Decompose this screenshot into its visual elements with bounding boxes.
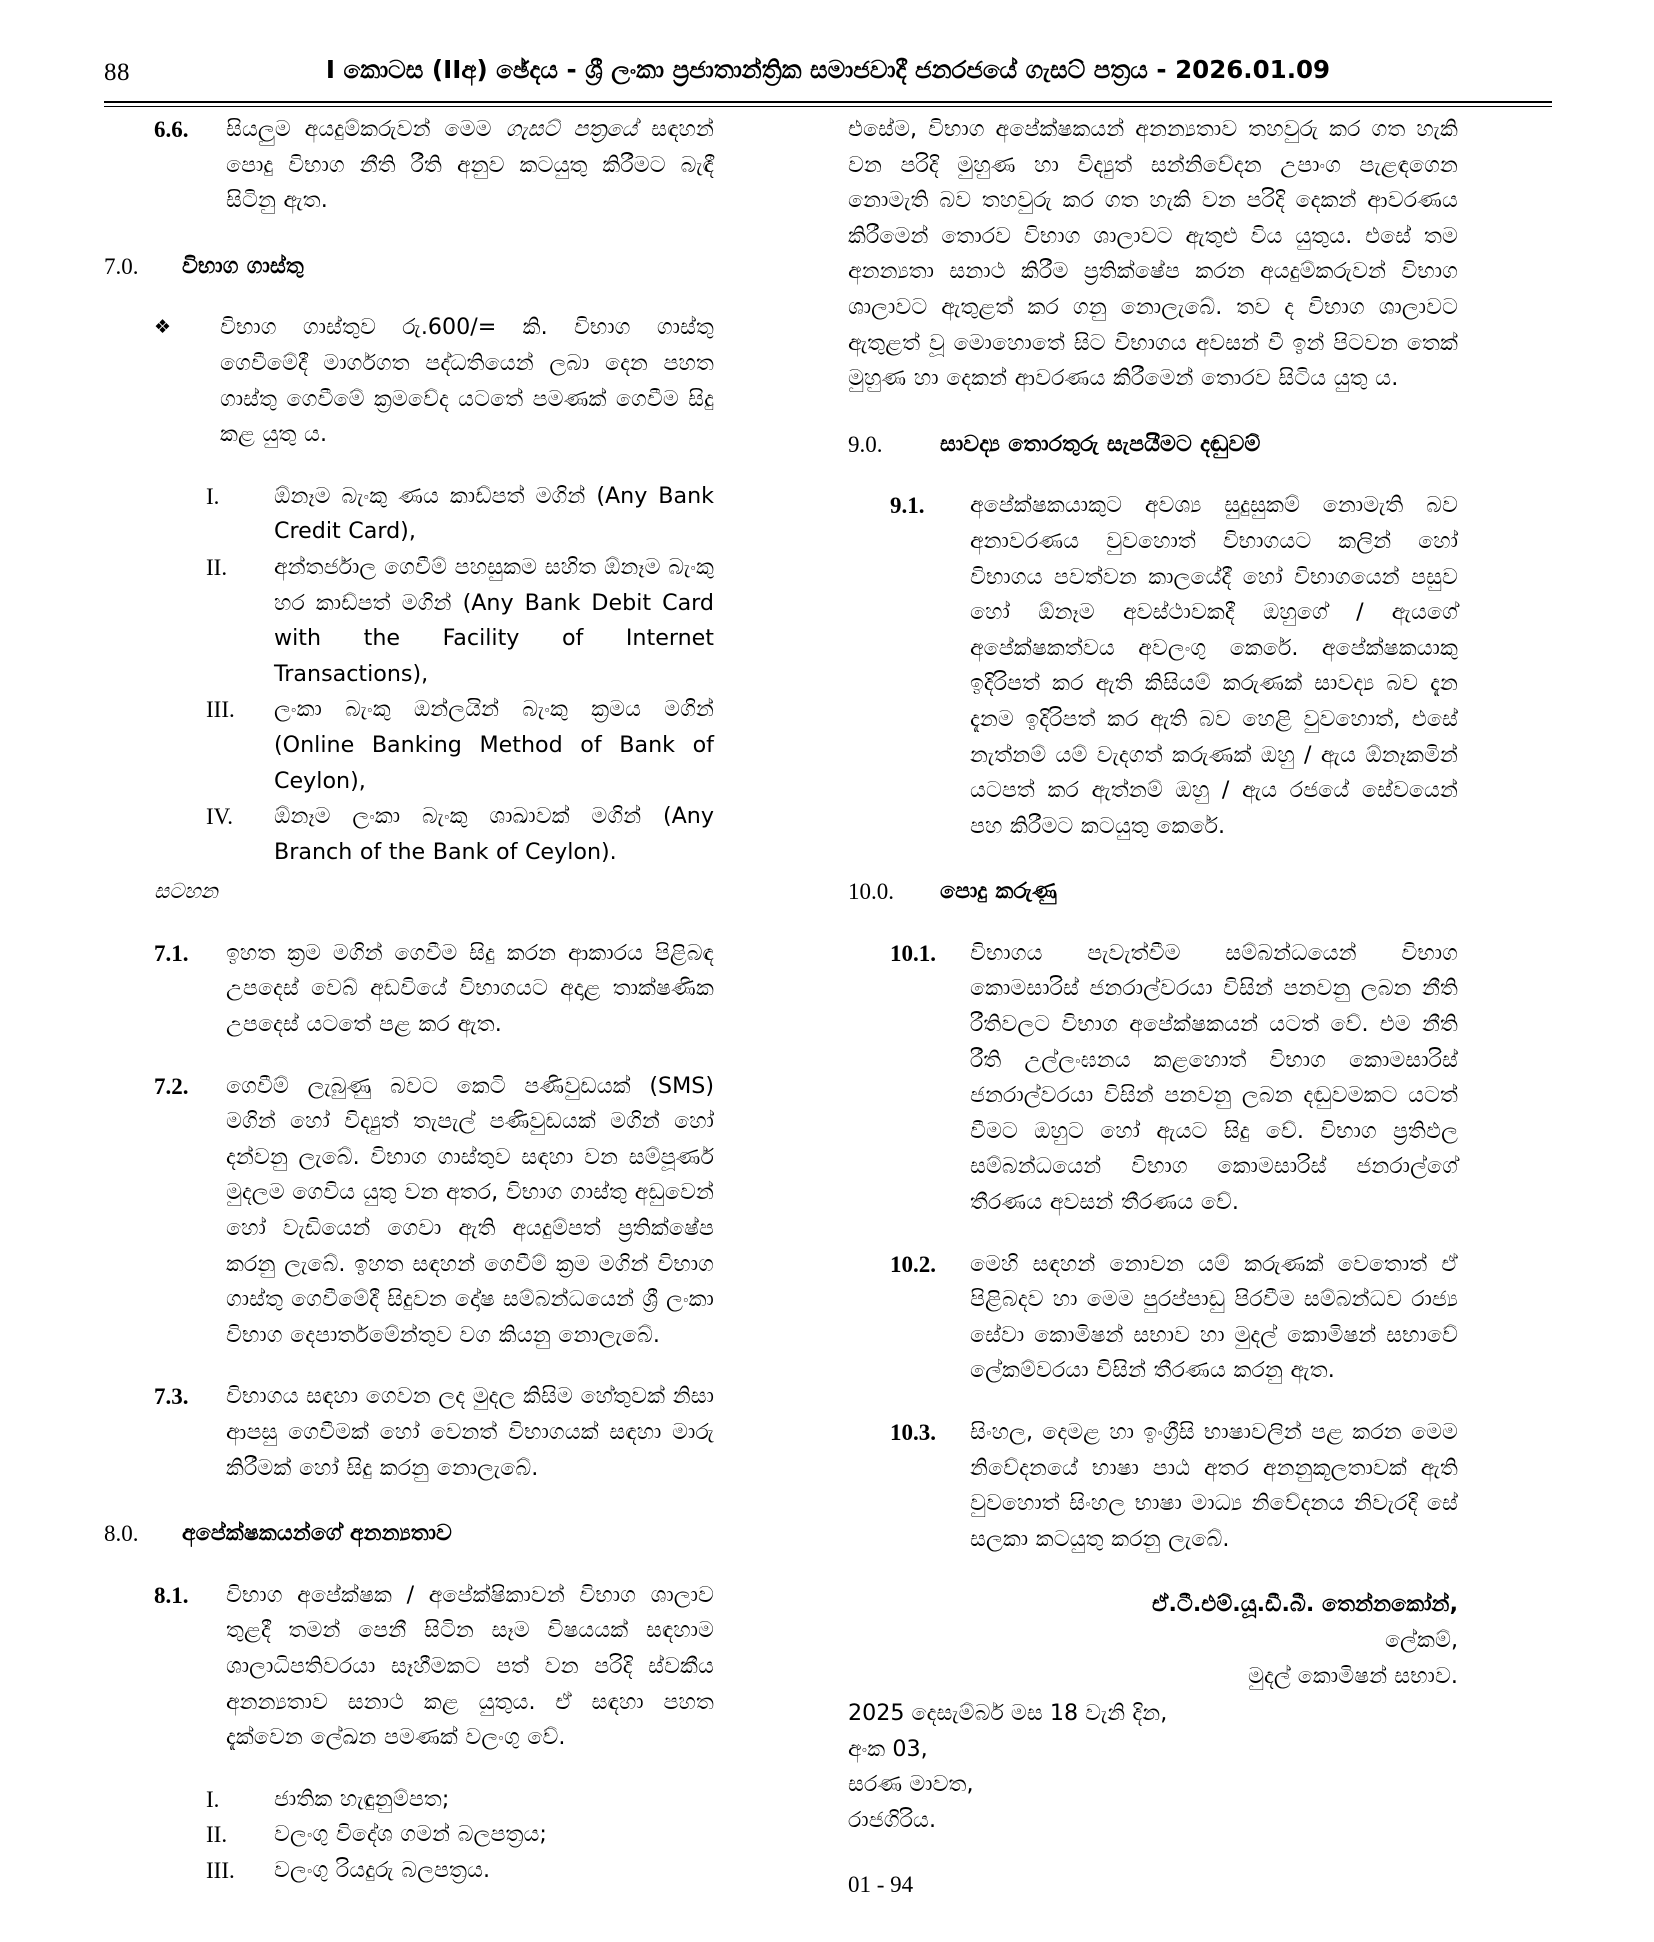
roman-marker: I. <box>206 1786 220 1812</box>
paragraph-text: විභාග අපේක්ෂක / අපේක්ෂිකාවන් විභාග ශාලාව තුළදී තමන් පෙනී සිටින සෑම විෂයයක් සඳහාම ශාලාධිපතිවරයා සෑහීමකට පත් වන පරිදි ස්වකීය අනන්‍යතාව සනාථ කළ යුතුය. ඒ සඳහා පහත දැක්වෙන ලේඛන පමණක් වලංගු වේ. <box>226 1581 714 1751</box>
signatory-organization: මුදල් කොමිෂන් සභාව. <box>1248 1662 1458 1689</box>
header-divider-rule <box>104 101 1552 107</box>
page-header <box>104 55 1552 95</box>
section-heading-9 <box>848 427 1458 463</box>
section-marker: 8.0. <box>104 1521 139 1547</box>
roman-marker: II. <box>206 554 228 580</box>
paragraph-marker: 10.3. <box>890 1420 936 1445</box>
paragraph-7-3 <box>104 1379 714 1486</box>
paragraph-6-6 <box>104 112 714 219</box>
section-marker: 10.0. <box>848 879 894 905</box>
floret-bullet-icon: ❖ <box>154 316 172 339</box>
payment-methods-list <box>206 479 714 871</box>
section-title: පොදු කරුණු <box>940 878 1057 905</box>
paragraph-text: ගෙවීම් ලැබුණු බවට කෙටි පණිවුඩයක් (SMS) මගින් හෝ විද්‍යුත් තැපැල් පණිවුඩයක් මගින් හෝ දන්වනු ලැබේ. විභාග ගාස්තුව සඳහා වන සම්පූර්ණ මුදලම ගෙවිය යුතු වන අතර, විභාග ගාස්තු අඩුවෙන් හෝ වැඩියෙන් ගෙවා ඇති අයදුම්පත් ප්‍රතික්ෂේප කරනු ලැබේ. ඉහත සඳහන් ගෙවීම් ක්‍රම මගින් විභාග ගාස්තු ගෙවීමේදී සිදුවන දෝෂ සම්බන්ධයෙන් ශ්‍රී ලංකා විභාග දෙපාර්තමේන්තුව වග කියනු නොලැබේ. <box>226 1072 714 1348</box>
roman-marker: III. <box>206 1857 235 1883</box>
signature-block <box>848 1587 1458 1694</box>
list-item-text: වලංගු විදේශ ගමන් බලපත්‍රය; <box>274 1821 547 1848</box>
paragraph-7-2 <box>104 1069 714 1354</box>
paragraph-8-1 <box>104 1578 714 1756</box>
section-title: සාවද්‍ය තොරතුරු සැපයීමට දඬුවම් <box>940 430 1261 457</box>
text-segment-2: සඳහන් පොදු විභාග නීති රීති අනුව කටයුතු කිරීමට බැඳී සිටිනු ඇත. <box>226 116 714 214</box>
paragraph-7-1 <box>104 936 714 1043</box>
address-line-number: අංක 03, <box>848 1735 928 1762</box>
roman-marker: I. <box>206 483 220 509</box>
paragraph-9-1 <box>848 488 1458 844</box>
paragraph-marker: 7.3. <box>154 1384 189 1410</box>
list-item-text: ඕනෑම බැංකු ණය කාඩ්පත් මගින් (Any Bank Credit Card), <box>274 482 714 545</box>
text-emphasis-gazette: ගැසට් පත්‍රයේ <box>505 116 638 142</box>
list-item-text: අන්තර්ජාල ගෙවීම් පහසුකම සහිත ඕනෑම බැංකු හර කාඩ්පත් මගින් (Any Bank Debit Card with the Facility of Internet Transactions), <box>274 553 714 687</box>
paragraph-text: සිංහල, දෙමළ හා ඉංග්‍රීසි භාෂාවලින් පළ කරන මෙම නිවේදනයේ භාෂා පාඨ අතර අනනුකූලතාවක් ඇති වුවහොත් සිංහල භාෂා මාධ්‍ය නිවේදනය නිවැරදි සේ සලකා කටයුතු කරනු ලැබේ. <box>970 1419 1458 1552</box>
roman-marker: III. <box>206 697 235 723</box>
identity-documents-list <box>206 1782 714 1889</box>
bullet-exam-fee <box>104 310 714 452</box>
address-block <box>848 1696 1458 1838</box>
address-line-date: 2025 දෙසැම්බර් මස 18 වැනි දින, <box>848 1700 1168 1727</box>
bullet-text: විභාග ගාස්තුව රු.600/= කි. විභාග ගාස්තු ගෙවීමේදී මාර්ගගත පද්ධතියෙන් ලබා දෙන පහත ගාස්තු ගෙවීමේ ක්‍රමවේද යටතේ පමණක් ගෙවීම සිදු කළ යුතු ය. <box>220 314 714 448</box>
paragraph-10-1 <box>848 936 1458 1221</box>
footer-document-code: 01 - 94 <box>848 1871 914 1897</box>
paragraph-10-3 <box>848 1415 1458 1557</box>
list-item-text: ලංකා බැංකු ඔන්ලයින් බැංකු ක්‍රමය මගින් (Online Banking Method of Bank of Ceylon), <box>274 696 714 794</box>
section-heading-7 <box>104 249 714 285</box>
section-title: අපේක්ෂකයන්ගේ අනන්‍යතාව <box>182 1520 453 1547</box>
text-segment-1: සියලුම අයදුම්කරුවන් මෙම <box>226 116 506 142</box>
list-item <box>206 1853 714 1889</box>
paragraph-marker: 8.1. <box>154 1582 189 1608</box>
paragraph-text <box>226 112 714 219</box>
left-column <box>104 112 714 1889</box>
paragraph-text: විභාගය පැවැත්වීම සම්බන්ධයෙන් විභාග කොමසාරිස් ජනරාල්වරයා විසින් පනවනු ලබන නීති රීතිවලට විභාග අපේක්ෂකයන් යටත් වේ. එම නීති රීති උල්ලංඝනය කළහොත් විභාග කොමසාරිස් ජනරාල්වරයා විසින් පනවනු ලබන දඬුවමකට යටත් වීමට ඔහුට හෝ ඇයට සිදු වේ. විභාග ප්‍රතිඵල සම්බන්ධයෙන් විභාග කොමසාරිස් ජනරාල්ගේ තීරණය අවසන් තීරණය වේ. <box>970 939 1458 1216</box>
section-heading-8 <box>104 1516 714 1552</box>
paragraph-marker: 7.1. <box>154 940 189 966</box>
gazette-title: I කොටස (IIඅ) ඡේදය - ශ්‍රී ලංකා ප්‍රජාතාන්ත්‍රික සමාජවාදී ජනරජයේ ගැසට් පත්‍රය - 2026.01.09 <box>325 55 1331 84</box>
paragraph-marker: 7.2. <box>154 1073 189 1099</box>
list-item <box>206 479 714 550</box>
address-line-street: සරණ මාවත, <box>848 1771 974 1798</box>
right-column <box>848 112 1458 1901</box>
signatory-name: ඒ.ටී.එම්.යූ.ඩී.බී. තෙන්නකෝන්, <box>1151 1591 1458 1618</box>
list-item <box>206 550 714 692</box>
section-marker: 7.0. <box>104 253 139 279</box>
signatory-designation: ලේකම්, <box>1384 1626 1458 1653</box>
list-item-text: ඕනෑම ලංකා බැංකු ශාඛාවක් මගින් (Any Branch of the Bank of Ceylon). <box>274 803 714 865</box>
paragraph-text: අපේක්ෂකයාකුට අවශ්‍ය සුදුසුකම් නොමැති බව අනාවරණය වුවහොත් විභාගයට කලින් හෝ විභාගය පවත්වන කාලයේදී හෝ විභාගයෙන් පසුව හෝ ඕනෑම අවස්ථාවකදී ඔහුගේ / ඇයගේ අපේක්ෂකත්වය අවලංගු කෙරේ. අපේක්ෂකයාකු ඉදිරිපත් කර ඇති කිසියම් කරුණක් සාවද්‍ය බව දැන දැනම ඉදිරිපත් කර ඇති බව හෙළි වුවහොත්, එසේ නැත්නම් යම් වැදගත් කරුණක් ඔහු / ඇය ඕනෑකමින් යටපත් කර ඇත්නම් ඔහු / ඇය රජයේ සේවයෙන් පහ කිරීමට කටයුතු කෙරේ. <box>970 492 1458 839</box>
paragraph-marker: 10.1. <box>890 940 936 966</box>
list-item <box>206 799 714 870</box>
paragraph-text: විභාගය සඳහා ගෙවන ලද මුදල කිසිම හේතුවක් නිසා ආපසු ගෙවීමක් හෝ වෙනත් විභාගයක් සඳහා මාරු කිරීමක් හෝ සිදු කරනු නොලැබේ. <box>226 1383 714 1481</box>
paragraph-text: මෙහි සඳහන් නොවන යම් කරුණක් වෙතොත් ඒ පිළිබදව හා මෙම පුරප්පාඩු පිරවීම සම්බන්ධව රාජ්‍ය සේවා කොමිෂන් සභාව හා මුදල් කොමිෂන් සභාවේ ලේකම්වරයා විසින් තීරණය කරනු ඇත. <box>970 1250 1458 1384</box>
list-item-text: ජාතික හැඳුනුම්පත; <box>274 1785 450 1812</box>
roman-marker: IV. <box>206 804 234 830</box>
paragraph-10-2 <box>848 1247 1458 1389</box>
list-item <box>206 692 714 799</box>
paragraph-continued-8-1: එසේම, විභාග අපේක්ෂකයන් අනන්‍යතාව තහවුරු කර ගත හැකි වන පරිදි මුහුණ හා විද්‍යුත් සන්නිවේදන උපාංග පැළඳගෙන නොමැති බව තහවුරු කර ගත හැකි වන පරිදි දෙකන් ආවරණය කිරීමෙන් තොරව විභාග ශාලාවට ඇතුළු විය යුතුය. එසේ තම අනන්‍යතා සනාථ කිරීම ප්‍රතික්ෂේප කරන අයදුම්කරුවන් විභාග ශාලාවට ඇතුළත් කර ගනු නොලැබේ. තව ද විභාග ශාලාවට ඇතුළත් වූ මොහොතේ සිට විභාගය අවසන් වී ඉන් පිටවන තෙක් මුහුණ හා දෙකන් ආවරණය කිරීමෙන් තොරව සිටිය යුතු ය. <box>848 116 1458 392</box>
page-number: 88 <box>104 59 130 86</box>
paragraph-marker: 6.6. <box>154 117 189 142</box>
note-label: සටහන <box>154 879 218 904</box>
address-line-city: රාජගිරිය. <box>848 1806 936 1833</box>
list-item <box>206 1782 714 1818</box>
roman-marker: II. <box>206 1822 228 1848</box>
paragraph-marker: 10.2. <box>890 1251 936 1277</box>
list-item <box>206 1817 714 1853</box>
section-heading-10 <box>848 874 1458 910</box>
list-item-text: වලංගු රියදුරු බලපත්‍රය. <box>274 1856 491 1883</box>
paragraph-text: ඉහත ක්‍රම මගින් ගෙවීම සිදු කරන ආකාරය පිළිබඳ උපදෙස් වෙබ් අඩවියේ විභාගයට අදාළ තාක්ෂණික උපදෙස් යටතේ පළ කර ඇත. <box>226 939 714 1038</box>
paragraph-marker: 9.1. <box>890 493 925 519</box>
section-marker: 9.0. <box>848 431 883 457</box>
section-title: විභාග ගාස්තු <box>182 252 304 279</box>
